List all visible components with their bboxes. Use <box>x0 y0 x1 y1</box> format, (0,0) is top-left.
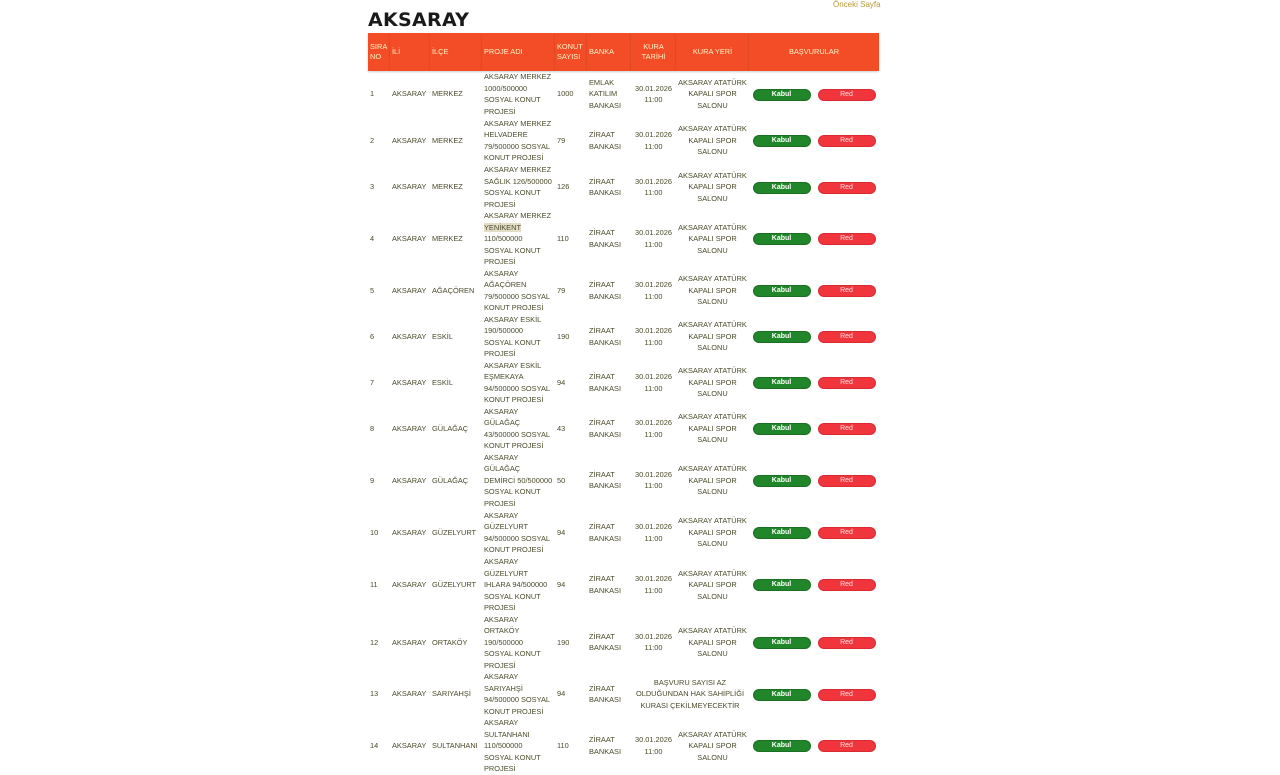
row-sira-no: 11 <box>370 580 378 589</box>
kabul-button[interactable]: Kabul <box>753 377 811 389</box>
row-ilce: ORTAKÖY <box>432 637 468 647</box>
kabul-button[interactable]: Kabul <box>753 285 811 297</box>
row-proje-adi: AKSARAY ESKİL EŞMEKAYA 94/500000 SOSYAL KONUT PROJESİ <box>484 360 550 404</box>
row-ilce: GÜLAĞAÇ <box>432 475 469 485</box>
row-il: AKSARAY <box>392 741 427 750</box>
row-banka: ZİRAAT BANKASI <box>589 522 622 543</box>
row-basvurular <box>749 268 879 314</box>
row-konut-sayisi: 43 <box>557 423 566 433</box>
header-ilce: İLÇE <box>430 33 482 71</box>
row-basvurular <box>749 164 879 210</box>
row-banka: EMLAK KATILIM BANKASI <box>589 77 622 110</box>
table-row <box>368 452 879 510</box>
red-button[interactable]: Red <box>818 377 876 389</box>
proje-text: AKSARAY MERKEZ <box>484 211 552 220</box>
row-sira-no: 13 <box>370 689 379 699</box>
row-basvurular <box>749 717 879 775</box>
row-banka: ZİRAAT BANKASI <box>589 574 622 595</box>
table-row <box>368 210 879 268</box>
header-il: İLİ <box>390 33 430 71</box>
row-banka: ZİRAAT BANKASI <box>589 469 622 491</box>
row-il: AKSARAY <box>392 527 427 537</box>
kabul-button[interactable]: Kabul <box>753 331 811 343</box>
row-il: AKSARAY <box>392 475 427 485</box>
red-button[interactable]: Red <box>818 233 876 245</box>
row-ilce: ESKİL <box>432 331 453 341</box>
row-il: AKSARAY <box>392 331 427 341</box>
table-header <box>368 33 879 71</box>
row-banka: ZİRAAT BANKASI <box>589 631 622 653</box>
row-proje-adi <box>482 210 555 268</box>
row-kura-tarihi: 30.01.2026 11:00 <box>635 280 672 301</box>
row-basvurular <box>749 71 879 117</box>
row-kura-tarihi: 30.01.2026 11:00 <box>635 574 672 595</box>
row-kura-tarihi: 30.01.2026 11:00 <box>635 130 672 151</box>
row-kura-tarihi: 30.01.2026 11:00 <box>635 631 672 653</box>
row-konut-sayisi: 94 <box>557 689 566 699</box>
row-kura-tarihi: 30.01.2026 11:00 <box>635 228 672 249</box>
header-sira-no: SIRA NO <box>368 33 390 71</box>
row-basvurular <box>749 117 879 164</box>
row-kura-tarihi: 30.01.2026 11:00 <box>635 469 672 491</box>
row-proje-adi: AKSARAY SULTANHANI 110/500000 SOSYAL KONUT PROJESİ <box>484 718 541 773</box>
row-il: AKSARAY <box>392 637 427 647</box>
row-proje-adi: AKSARAY GÜLAĞAÇ 43/500000 SOSYAL KONUT PROJESİ <box>484 406 550 450</box>
row-ilce: AĞAÇÖREN <box>432 285 475 295</box>
row-kura-yeri: AKSARAY ATATÜRK KAPALI SPOR SALONU <box>678 274 747 307</box>
row-ilce: GÜLAĞAÇ <box>432 423 469 433</box>
row-proje-adi: AKSARAY GÜLAĞAÇ DEMİRCİ 50/500000 SOSYAL KONUT PROJESİ <box>484 452 553 508</box>
row-kura-yeri: AKSARAY ATATÜRK KAPALI SPOR SALONU <box>678 626 747 658</box>
row-proje-adi: AKSARAY MERKEZ SAĞLIK 126/500000 SOSYAL KONUT PROJESİ <box>484 165 552 209</box>
row-konut-sayisi: 94 <box>557 580 566 589</box>
row-il: AKSARAY <box>392 285 427 295</box>
row-ilce: MERKEZ <box>432 234 463 243</box>
table-row <box>368 71 879 117</box>
proje-text: 110/500000 SOSYAL KONUT PROJESİ <box>484 234 541 266</box>
row-konut-sayisi: 110 <box>557 741 569 750</box>
row-kura-yeri: AKSARAY ATATÜRK KAPALI SPOR SALONU <box>678 366 747 399</box>
row-sira-no: 8 <box>370 423 375 433</box>
row-ilce: MERKEZ <box>432 135 463 145</box>
row-il: AKSARAY <box>392 689 427 699</box>
row-kura-yeri: AKSARAY ATATÜRK KAPALI SPOR SALONU <box>678 77 747 110</box>
row-banka: ZİRAAT BANKASI <box>589 683 622 704</box>
row-sira-no: 1 <box>370 89 375 99</box>
row-banka: ZİRAAT BANKASI <box>589 735 622 756</box>
row-notice: BAŞVURU SAYISI AZ OLDUĞUNDAN HAK SAHİPLİĞİ KURASI ÇEKİLMEYECEKTİR <box>635 677 744 710</box>
row-proje-adi: AKSARAY MERKEZ 1000/500000 SOSYAL KONUT PROJESİ <box>484 72 552 116</box>
row-sira-no: 10 <box>370 527 379 537</box>
row-il: AKSARAY <box>392 135 427 145</box>
row-konut-sayisi: 94 <box>557 527 566 537</box>
red-button[interactable]: Red <box>818 182 876 194</box>
row-ilce: MERKEZ <box>432 89 463 99</box>
row-kura-tarihi: 30.01.2026 11:00 <box>635 326 672 347</box>
row-basvurular <box>749 360 879 406</box>
table-row <box>368 360 879 406</box>
table-row <box>368 268 879 314</box>
row-konut-sayisi: 50 <box>557 475 566 485</box>
kabul-button[interactable]: Kabul <box>753 637 811 649</box>
table-row <box>368 164 879 210</box>
row-kura-yeri: AKSARAY ATATÜRK KAPALI SPOR SALONU <box>678 320 747 353</box>
row-proje-adi: AKSARAY GÜZELYURT 94/500000 SOSYAL KONUT PROJESİ <box>484 510 550 554</box>
row-sira-no: 6 <box>370 331 375 341</box>
table-row <box>368 314 879 360</box>
row-proje-adi: AKSARAY MERKEZ HELVADERE 79/500000 SOSYAL KONUT PROJESİ <box>484 118 552 162</box>
row-il: AKSARAY <box>392 89 427 99</box>
row-il: AKSARAY <box>392 377 427 387</box>
row-basvurular <box>749 406 879 452</box>
red-button[interactable]: Red <box>818 331 876 343</box>
row-banka: ZİRAAT BANKASI <box>589 418 622 439</box>
row-ilce: SARIYAHŞİ <box>432 689 471 699</box>
row-basvurular <box>749 671 879 717</box>
row-sira-no: 7 <box>370 377 375 387</box>
row-kura-yeri: AKSARAY ATATÜRK KAPALI SPOR SALONU <box>678 568 747 601</box>
red-button[interactable]: Red <box>818 135 876 147</box>
red-button[interactable]: Red <box>818 689 876 701</box>
red-button[interactable]: Red <box>818 89 876 101</box>
row-ilce: GÜZELYURT <box>432 527 477 537</box>
row-il: AKSARAY <box>392 182 427 192</box>
row-kura-tarihi: 30.01.2026 11:00 <box>635 372 672 393</box>
row-konut-sayisi: 79 <box>557 135 566 145</box>
row-basvurular <box>749 509 879 556</box>
proje-text-highlight: YENİKENT <box>484 222 521 232</box>
kabul-button[interactable]: Kabul <box>753 740 811 752</box>
row-il: AKSARAY <box>392 580 427 589</box>
row-banka: ZİRAAT BANKASI <box>589 280 622 301</box>
row-banka: ZİRAAT BANKASI <box>589 372 622 393</box>
header-basvurular: BAŞVURULAR <box>749 33 879 71</box>
row-konut-sayisi: 110 <box>557 234 569 243</box>
row-il: AKSARAY <box>392 423 427 433</box>
row-konut-sayisi: 94 <box>557 377 566 387</box>
kabul-button[interactable]: Kabul <box>753 135 811 147</box>
row-sira-no: 14 <box>370 741 379 750</box>
kabul-button[interactable]: Kabul <box>753 689 811 701</box>
red-button[interactable]: Red <box>818 527 876 539</box>
header-konut-sayisi: KONUT SAYISI <box>555 33 587 71</box>
row-kura-yeri: AKSARAY ATATÜRK KAPALI SPOR SALONU <box>678 729 747 762</box>
red-button[interactable]: Red <box>818 423 876 435</box>
row-konut-sayisi: 79 <box>557 285 566 295</box>
row-kura-yeri: AKSARAY ATATÜRK KAPALI SPOR SALONU <box>678 222 747 255</box>
row-ilce: GÜZELYURT <box>432 580 477 589</box>
row-konut-sayisi: 1000 <box>557 89 574 99</box>
row-kura-yeri: AKSARAY ATATÜRK KAPALI SPOR SALONU <box>678 170 747 203</box>
row-sira-no: 2 <box>370 135 375 145</box>
table-row <box>368 717 879 775</box>
row-kura-tarihi: 30.01.2026 11:00 <box>635 735 672 756</box>
row-basvurular <box>749 614 879 672</box>
row-sira-no: 12 <box>370 637 379 647</box>
row-basvurular <box>749 210 879 268</box>
row-kura-tarihi: 30.01.2026 11:00 <box>635 83 672 104</box>
row-konut-sayisi: 190 <box>557 637 570 647</box>
row-banka: ZİRAAT BANKASI <box>589 326 622 347</box>
header-kura-yeri: KURA YERİ <box>676 33 749 71</box>
row-banka: ZİRAAT BANKASI <box>589 130 622 151</box>
row-sira-no: 9 <box>370 475 375 485</box>
row-ilce: ESKİL <box>432 377 453 387</box>
row-basvurular <box>749 314 879 360</box>
row-basvurular <box>749 452 879 510</box>
row-proje-adi: AKSARAY ORTAKÖY 190/500000 SOSYAL KONUT PROJESİ <box>484 614 541 670</box>
red-button[interactable]: Red <box>818 740 876 752</box>
table-row <box>368 614 879 672</box>
row-ilce: SULTANHANI <box>432 741 478 750</box>
row-kura-tarihi: 30.01.2026 11:00 <box>635 418 672 439</box>
row-basvurular <box>749 556 879 614</box>
table-row <box>368 671 879 717</box>
table-row <box>368 509 879 556</box>
row-proje-adi: AKSARAY AĞAÇÖREN 79/500000 SOSYAL KONUT PROJESİ <box>484 268 550 312</box>
table-row <box>368 406 879 452</box>
row-sira-no: 5 <box>370 285 375 295</box>
red-button[interactable]: Red <box>818 637 876 649</box>
header-kura-tarihi: KURA TARİHİ <box>631 33 676 71</box>
kabul-button[interactable]: Kabul <box>753 579 811 591</box>
kabul-button[interactable]: Kabul <box>753 233 811 245</box>
row-banka: ZİRAAT BANKASI <box>589 228 622 249</box>
row-kura-tarihi: 30.01.2026 11:00 <box>635 176 672 197</box>
header-proje-adi: PROJE ADI <box>482 33 555 71</box>
row-konut-sayisi: 190 <box>557 331 570 341</box>
row-ilce: MERKEZ <box>432 182 463 192</box>
row-proje-adi: AKSARAY GÜZELYURT IHLARA 94/500000 SOSYAL KONUT PROJESİ <box>484 557 548 612</box>
red-button[interactable]: Red <box>818 579 876 591</box>
kabul-button[interactable]: Kabul <box>753 527 811 539</box>
row-proje-adi: AKSARAY SARIYAHŞİ 94/500000 SOSYAL KONUT PROJESİ <box>484 672 550 716</box>
row-proje-adi: AKSARAY ESKİL 190/500000 SOSYAL KONUT PROJESİ <box>484 314 541 358</box>
previous-page-link[interactable]: Önceki Sayfa <box>833 0 881 9</box>
row-il: AKSARAY <box>392 234 427 243</box>
page-title: AKSARAY <box>368 9 470 31</box>
kabul-button[interactable]: Kabul <box>753 89 811 101</box>
red-button[interactable]: Red <box>818 475 876 487</box>
row-kura-yeri: AKSARAY ATATÜRK KAPALI SPOR SALONU <box>678 412 747 445</box>
kura-table <box>368 33 879 775</box>
kabul-button[interactable]: Kabul <box>753 423 811 435</box>
kabul-button[interactable]: Kabul <box>753 182 811 194</box>
row-kura-yeri: AKSARAY ATATÜRK KAPALI SPOR SALONU <box>678 516 747 549</box>
row-kura-tarihi: 30.01.2026 11:00 <box>635 522 672 543</box>
row-sira-no: 4 <box>370 234 375 243</box>
table-row <box>368 556 879 614</box>
row-kura-yeri: AKSARAY ATATÜRK KAPALI SPOR SALONU <box>678 124 747 157</box>
row-banka: ZİRAAT BANKASI <box>589 176 622 197</box>
kabul-button[interactable]: Kabul <box>753 475 811 487</box>
row-sira-no: 3 <box>370 182 375 192</box>
red-button[interactable]: Red <box>818 285 876 297</box>
table-row <box>368 117 879 164</box>
header-banka: BANKA <box>587 33 631 71</box>
row-kura-yeri: AKSARAY ATATÜRK KAPALI SPOR SALONU <box>678 464 747 496</box>
row-konut-sayisi: 126 <box>557 182 570 192</box>
